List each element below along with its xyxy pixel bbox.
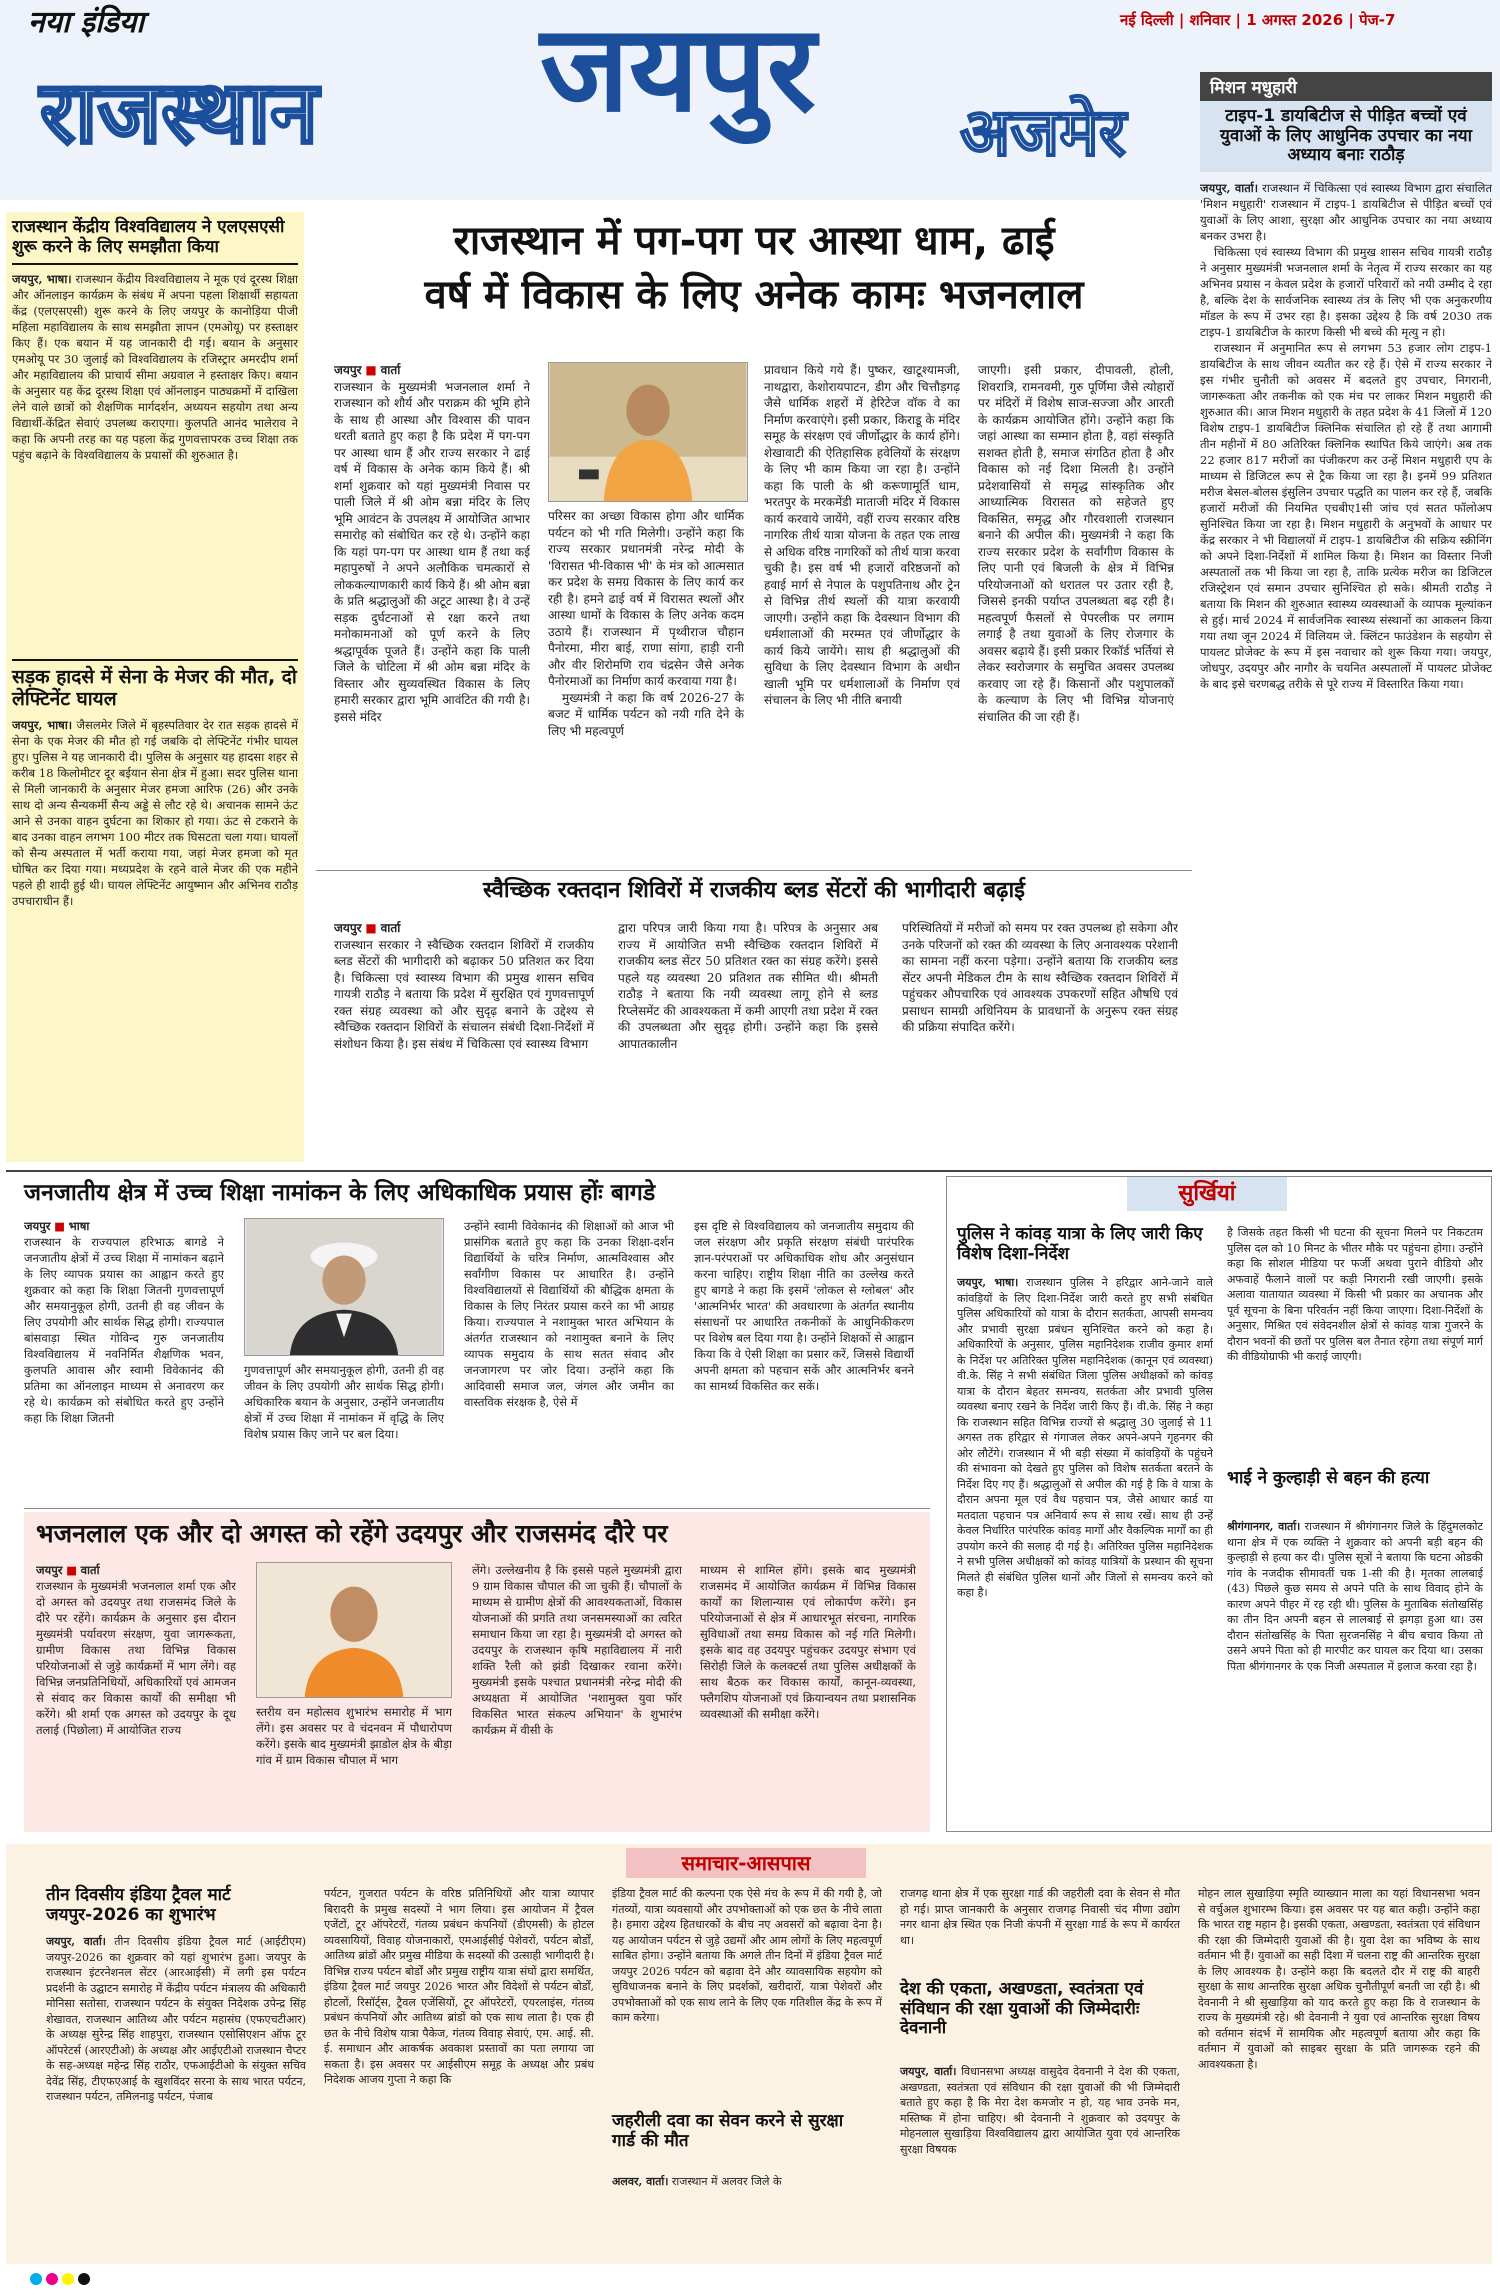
person-photo-icon [549,363,747,501]
city-sub: अजमेर [960,94,1126,171]
udaipur-col-1: जयपुर ■ वार्ता राजस्थान के मुख्यमंत्री भजनलाल शर्मा एक और दो अगस्त को उदयपुर तथा राजसमंद जिले के दौरे पर रहेंगे। कार्यक्रम के अनुसार इस दौरान मुख्यमंत्री पर्यावरण संरक्षण, युवा जागरूकता, ग्रामीण विकास तथा विभिन्न विकास परियोजनाओं से जुड़े कार्यक्रमों में भाग लेंगे। वह विभिन्न जनप्रतिनिधियों, अधिकारियों एवं आमजन से संवाद कर विकास कार्यों की समीक्षा भी करेंगे। श्री शर्मा एक अगस्त को उदयपुर के दूध तलाई (पिछोला) में आयोजित राज्य [36,1563,236,1737]
headline: देश की एकता, अखण्डता, स्वतंत्रता एवं संविधान की रक्षा युवाओं की जिम्मेदारीः देवनानी [900,1979,1144,2039]
governor-photo [244,1218,444,1356]
lead-headline: राजस्थान में पग-पग पर आस्था धाम, ढाई वर्ष में विकास के लिए अनेक कामः भजनलाल [424,218,1084,318]
blood-col-3: परिस्थितियों में मरीजों को समय पर रक्त उपलब्ध हो सकेगा और उनके परिजनों को रक्त की व्यवस्था के लिए अनावश्यक परेशानी का सामना नहीं करना पड़ेगा। उन्होंने बताया कि राजकीय ब्लड सेंटर अपनी मेडिकल टीम के साथ स्वैच्छिक रक्तदान शिविरों में पहुंचकर औपचारिक एवं आवश्यक उपकरणों सहित औषधि एवं प्रसाधन सामग्री अधिनियम के प्रावधानों के अनुरूप रक्त संग्रह की प्रक्रिया संपादित करेंगे। [902,921,1178,1034]
state-title: राजस्थान [40,63,318,163]
body: चिकित्सा एवं स्वास्थ्य विभाग की प्रमुख शासन सचिव गायत्री राठौड़ ने अनुसार मुख्यमंत्री भजनलाल शर्मा के नेतृत्व में राज्य सरकार का यह अभिनव प्रयास न केवल प्रदेश के हजारों परिवारों को नयी उम्मीद दे रहा है, बल्कि देश के सार्वजनिक स्वास्थ्य तंत्र के लिए भी एक अनुकरणीय मॉडल के रूप में उभर रहा है। इसका उद्देश्य है कि वर्ष 2030 तक टाइप-1 डायबिटीज के कारण किसी भी बच्चे की मृत्यु न हो। [1200,244,1492,339]
blood-col-1: जयपुर ■ वार्ता राजस्थान सरकार ने स्वैच्छिक रक्तदान शिविरों में राजकीय ब्लड सेंटरों की भागीदारी को बढ़ाकर 50 प्रतिशत कर दिया है। चिकित्सा एवं स्वास्थ्य विभाग की प्रमुख शासन सचिव गायत्री राठौड़ ने बताया कि प्रदेश में सुरक्षित एवं गुणवत्तापूर्ण रक्त संग्रह व्यवस्था को और सुदृढ़ बनाने के उद्देश्य से स्वैच्छिक रक्तदान शिविरों के संचालन संबंधी दिशा-निर्देशों में संशोधन किया है। इस संबंध में चिकित्सा एवं स्वास्थ्य विभाग [334,921,594,1051]
headline: भाई ने कुल्हाड़ी से बहन की हत्या [1227,1468,1430,1488]
print-color-bar [30,2270,1470,2286]
headline: भजनलाल एक और दो अगस्त को रहेंगे उदयपुर और राजसमंद दौरे पर [36,1519,668,1548]
paper-name: नया इंडिया [28,5,144,40]
lead-col-4 [978,362,1174,862]
left-column [6,212,304,1162]
surkhiyan-box: सुर्खियां पुलिस ने कांवड़ यात्रा के लिए जारी किए विशेष दिशा-निर्देश जयपुर, भाषा। राजस्थान पुलिस ने हरिद्वार आने-जाने वाले कांवड़ियों के लिए दिशा-निर्देश जारी करते हुए सभी संबंधित पुलिस अधिकारियों को यात्रा के दौरान सतर्कता, आपसी समन्वय और प्रभावी सुरक्षा प्रबंधन सुनिश्चित करने को कहा है। अधिकारियों के अनुसार, पुलिस महानिदेशक राजीव कुमार शर्मा के निर्देश पर अतिरिक्त पुलिस महानिदेशक (कानून एवं व्यवस्था) वी.के. सिंह ने सभी संबंधित जिला पुलिस अधीक्षकों को कांवड़ यात्रा के दौरान बेहतर समन्वय, सतर्कता और प्रभावी पुलिस व्यवस्था बनाए रखने के निर्देश जारी किए हैं। वी.के. सिंह ने कहा कि राजस्थान सहित विभिन्न राज्यों से श्रद्धालु 30 जुलाई से 11 अगस्त तक हरिद्वार से गंगाजल लेकर अपने-अपने गृहनगर की ओर लौटेंगे। राजस्थान में भी बड़ी संख्या में कांवड़ियों के पहुंचने की संभावना को देखते हुए पुलिस को विशेष सतर्कता बरतने के निर्देश दिए गए हैं। श्रद्धालुओं से अपील की गई है कि वे यात्रा के दौरान अपना मूल एवं वैध पहचान पत्र, जैसे आधार कार्ड या मतदाता पहचान पत्र अनिवार्य रूप से साथ रखें। साथ ही उन्हें केवल निर्धारित पारंपरिक कांवड़ मार्गों और वैकल्पिक मार्गों का ही उपयोग करने की सलाह दी गई है। अतिरिक्त पुलिस महानिदेशक ने सभी पुलिस अधीक्षकों को कांवड़ यात्रियों के प्रस्थान की सूचना मिलते ही संबंधित पुलिस थानों और जिलों से समन्वय करने को कहा है। है जिसके तहत किसी भी घटना की सूचना मिलने पर निकटतम पुलिस दल को 10 मिनट के भीतर मौके पर पहुंचना होगा। उन्होंने कहा कि सोशल मीडिया पर फर्जी अथवा पुराने वीडियो और अफवाहें फैलाने वालों पर कड़ी निगरानी रखी जाएगी। इसके अलावा यातायात व्यवस्था में किसी भी प्रकार का अचानक और पूर्व सूचना के बिना परिवर्तन नहीं किया जाएगा। दिशा-निर्देशों के अनुसार, मिश्रित एवं संवेदनशील क्षेत्रों से कांवड़ यात्रा गुजरने के दौरान भवनों की छतों पर पुलिस बल तैनात रहेगा तथा संपूर्ण मार्ग की वीडियोग्राफी भी कराई जाएगी। भाई ने कुल्हाड़ी से बहन की हत्या श्रीगंगानगर, वार्ता। राजस्थान में श्रीगंगानगर जिले के हिंदुमलकोट थाना क्षेत्र में एक व्यक्ति ने शुक्रवार को अपनी बड़ी बहन की कुल्हाड़ी से हत्या कर दी। पुलिस सूत्रों ने बताया कि घटना ओडकी गांव के नजदीक सीमावर्ती चक 1-सी की है। मृतका लालबाई (43) पिछले कुछ समय से अपने पति के साथ विवाद होने के कारण अपने पीहर में रह रही थी। पुलिस के मुताबिक संतोखसिंह का तीन दिन अपनी बहन से लालबाई से झगड़ा हुआ था। उस दौरान संतोखसिंह के पिता सुरजनसिंह ने बीच बचाव किया तो उसने अपने पिता को ही मारपीट कर घायल कर दिया था। उसका पिता श्रीगंगानगर के एक निजी अस्पताल में इलाज करवा रहा है। [946,1176,1492,1832]
udaipur-col-2: स्तरीय वन महोत्सव शुभारंभ समारोह में भाग लेंगे। इस अवसर पर वे चंदनवन में पौधारोपण करेंगे। इसके बाद मुख्यमंत्री झाडोल क्षेत्र के बीड़ा गांव में ग्राम विकास चौपाल में भाग [256,1705,452,1767]
body: राजस्थान में चिकित्सा एवं स्वास्थ्य विभाग द्वारा संचालित 'मिशन मधुहारी' राजस्थान में टाइप-1 डायबिटीज से पीड़ित बच्चों एवं युवाओं के लिए आशा, सुरक्षा और आधुनिक उपचार का नया अध्याय बनकर उभरा है। [1200,180,1492,243]
body: राजस्थान के मुख्यमंत्री भजनलाल शर्मा ने राजस्थान को शौर्य और पराक्रम की भूमि होने के साथ ही आस्था और विश्वास की पावन धरती बताते हुए कहा है कि प्रदेश में पग-पग पर आस्था धाम हैं और राज्य सरकार ने ढाई वर्ष में विकास के अनेक काम किये हैं। श्री शर्मा शुक्रवार को यहां मुख्यमंत्री निवास पर पाली जिले में श्री ओम बन्ना मंदिर के लिए भूमि आवंटन के उपलक्ष्य में आयोजित आभार समारोह को संबोधित कर रहे थे। उन्होंने कहा कि यहां पग-पग पर आस्था धाम हैं तथा कई महापुरुषों ने अपने अलौकिक चमत्कारों से लोककल्याणकारी कार्य किये हैं। श्री ओम बन्ना के प्रति श्रद्धालुओं की अटूट आस्था है। वे उन्हें सड़क दुर्घटनाओं से रक्षा करने तथा मनोकामनाओं को पूर्ण करने के लिए श्रद्धापूर्वक पूजते हैं। उन्होंने कहा कि पाली जिले के चोटिला में श्री ओम बन्ना मंदिर के विस्तार और सुव्यवस्थित विकास के लिए हमारी सरकार द्वारा भूमि आवंटित की गयी है। इससे मंदिर [334,379,530,724]
person-photo-icon [257,1563,451,1697]
udaipur-col-3: लेंगे। उल्लेखनीय है कि इससे पहले मुख्यमंत्री द्वारा 9 ग्राम विकास चौपाल की जा चुकी हैं। चौपालों के माध्यम से ग्रामीण क्षेत्रों की आवश्यकताओं, विकास योजनाओं की प्रगति तथा जनसमस्याओं का त्वरित समाधान किया जा रहा है। मुख्यमंत्री दो अगस्त को उदयपुर के राजस्थान कृषि महाविद्यालय में नारी शक्ति रैली को झंडी दिखाकर रवाना करेंगे। मुख्यमंत्री इसके पश्चात प्रधानमंत्री नरेन्द्र मोदी की अध्यक्षता में आयोजित 'नशामुक्त युवा फॉर विकसित भारत संकल्प अभियान' के शुभारंभ कार्यक्रम में वीसी के [472,1563,682,1737]
headline: सड़क हादसे में सेना के मेजर की मौत, दो लेफ्टिनेंट घायल [12,659,298,711]
section-banner: समाचार-आसपास [626,1848,866,1878]
body: परिसर का अच्छा विकास होगा और धार्मिक पर्यटन को भी गति मिलेगी। उन्होंने कहा कि राज्य सरकार प्रधानमंत्री नरेन्द्र मोदी के 'विरासत भी-विकास भी' के मंत्र को आत्मसात कर प्रदेश के समग्र विकास के लिए कार्य कर रही है। हमने ढाई वर्ष में विरासत स्थलों और आस्था धामों के विकास के लिए अनेक कदम उठाये हैं। राजस्थान में पृथ्वीराज चौहान पैनोरमा, मीरा बाई, राणा सांगा, हाड़ी रानी और वीर शिरोमणि राव चंद्रसेन जैसे अनेक पैनोरमाओं का निर्माण कार्य करवाया गया है। [548,509,744,688]
headline: राजस्थान केंद्रीय विश्वविद्यालय ने एलएसएसी शुरू करने के लिए समझौता किया [12,218,298,265]
headline: जहरीली दवा का सेवन करने से सुरक्षा गार्ड की मौत [612,2111,844,2151]
blood-headline: स्वैच्छिक रक्तदान शिविरों में राजकीय ब्लड सेंटरों की भागीदारी बढ़ाई [483,878,1025,903]
person-photo-icon [245,1219,443,1355]
dateline: जयपुर, वार्ता। [1200,180,1259,195]
lead-col-3 [764,362,960,862]
bagde-col-4: इस दृष्टि से विश्वविद्यालय को जनजातीय समुदाय की जल संरक्षण और प्रकृति संरक्षण संबंधी पारंपरिक ज्ञान-परंपराओं पर अधिकाधिक शोध और अनुसंधान करना चाहिए। राष्ट्रीय शिक्षा नीति का उल्लेख करते हुए बागडे ने कहा कि इसमें 'लोकल से ग्लोबल' और 'आत्मनिर्भर भारत' की अवधारणा के अंतर्गत स्थानीय संसाधनों पर आधारित तकनीकों के आधुनिकीकरण पर विशेष बल दिया गया है। उन्होंने शिक्षकों से आह्वान किया कि वे ऐसी शिक्षा का प्रसार करें, जिससे विद्यार्थी अपनी क्षमता को पहचान सकें और आत्मनिर्भर बनने का सामर्थ्य विकसित कर सकें। [694,1219,914,1393]
blood-col-2: द्वारा परिपत्र जारी किया गया है। परिपत्र के अनुसार अब राज्य में आयोजित सभी स्वैच्छिक रक्तदान शिविरों में राजकीय ब्लड सेंटर 50 प्रतिशत रक्त का संग्रह करेंगे। इससे पहले यह व्यवस्था 20 प्रतिशत तक सीमित थी। श्रीमती राठौड़ ने बताया कि नयी व्यवस्था लागू होने से ब्लड रिप्लेसमेंट की आवश्यकता में कमी आएगी तथा प्रदेश में रक्त की उपलब्धता और सुदृढ़ होगी। उन्होंने कहा कि इससे आपातकालीन [618,921,878,1051]
page-number: पेज-7 [1359,11,1396,29]
city-main: जयपुर [540,0,816,139]
agency: वार्ता [380,363,401,377]
place: नई दिल्ली [1120,11,1174,29]
date: 1 अगस्त 2026 [1246,11,1344,29]
lead-col-2 [548,508,744,862]
udaipur-col-4: माध्यम से शामिल होंगे। इसके बाद मुख्यमंत्री राजसमंद में आयोजित कार्यक्रम में विभिन्न विकास कार्यों का शिलान्यास एवं लोकार्पण करेंगे। इन परियोजनाओं से क्षेत्र में आधारभूत संरचना, नागरिक सुविधाओं तथा समग्र विकास को नई गति मिलेगी। इसके बाद वह उदयपुर पहुंचकर उदयपुर संभाग एवं सिरोही जिले के कलक्टर्स तथा पुलिस अधीक्षकों के साथ बैठक कर विकास कार्यों, कानून-व्यवस्था, फ्लैगशिप योजनाओं एवं क्रियान्वयन तथा प्रशासनिक व्यवस्थाओं की समीक्षा करेंगे। [700,1563,916,1721]
bagde-col-3: उन्होंने स्वामी विवेकानंद की शिक्षाओं को आज भी प्रासंगिक बताते हुए कहा कि उनका शिक्षा-दर्शन विद्यार्थियों के चरित्र निर्माण, आत्मविश्वास और सर्वांगीण विकास पर आधारित है। उन्होंने विश्वविद्यालयों से विद्यार्थियों की बौद्धिक क्षमता के विकास के लिए निरंतर प्रयास करने का भी आग्रह किया। राज्यपाल ने नशामुक्त भारत अभियान के अंतर्गत राजस्थान को नशामुक्त बनाने के लिए व्यापक समुदाय के साथ सतत संवाद और जनजागरण पर जोर दिया। उन्होंने कहा कि आदिवासी समाज जल, जंगल और जमीन का वास्तविक संरक्षक है, ऐसे में [464,1219,674,1409]
dateline: जयपुर [334,363,362,377]
body: राजस्थान केंद्रीय विश्वविद्यालय ने मूक एवं दूरस्थ शिक्षा और ऑनलाइन कार्यक्रम के संबंध में अपना पहला शिक्षार्थी सहायता केंद्र (एलएसएसी) शुरू करने के लिए जयपुर के कानोड़िया पीजी महिला महाविद्यालय के साथ समझौता ज्ञापन (एमओयू) पर हस्ताक्षर किए हैं। एक बयान में यह जानकारी दी गई। बयान के अनुसार एमओयू पर 30 जुलाई को विश्वविद्यालय के रजिस्ट्रार अमरदीप शर्मा और महाविद्यालय की प्राचार्य सीमा अग्रवाल ने हस्ताक्षर किए। बयान के अनुसार यह केंद्र दूरस्थ शिक्षा एवं ऑनलाइन पाठ्यक्रमों में दाखिला लेने वाले छात्रों को शैक्षणिक मार्गदर्शन, अध्ययन सहयोग तथा अन्य विद्यार्थी-केंद्रित सेवाएं उपलब्ध कराएगा। कुलपति आनंद भालेराव ने कहा कि अपनी तरह का यह पहला केंद्र गुणवत्तापरक उच्च शिक्षा तक पहुंच बढ़ाने के विश्वविद्यालय के प्रयासों की शुरुआत है। [12,272,298,463]
dateline: जयपुर, भाषा। [12,717,73,732]
body: जाएगी। इसी प्रकार, दीपावली, होली, शिवरात्रि, रामनवमी, गुरु पूर्णिमा जैसे त्योहारों पर मंदिरों में विशेष साज-सज्जा और आरती के कार्यक्रम आयोजित होंगे। उन्होंने कहा कि जहां आस्था का सम्मान होता है, वहां संस्कृति सशक्त होती है, समाज संगठित होता है और विकास को नई दिशा मिलती है। उन्होंने प्रदेशवासियों से समृद्ध सांस्कृतिक और आध्यात्मिक विरासत को सहेजते हुए विकसित, समृद्ध और गौरवशाली राजस्थान बनाने की अपील की। मुख्यमंत्री ने कहा कि राज्य सरकार प्रदेश के सर्वांगीण विकास के लिए पानी एवं बिजली के क्षेत्र में विभिन्न परियोजनाओं को धरातल पर उतार रही है, जिससे इनकी पर्याप्त उपलब्धता बढ़ रही है। महत्वपूर्ण फैसलों से पेपरलीक पर लगाम लगाई है तथा युवाओं के लिए रोजगार के अवसर बढ़ाये हैं। इसी प्रकार रिकॉर्ड भर्तियां से लेकर स्वरोजगार के समुचित अवसर उपलब्ध करवाए जा रहे हैं। किसानों और पशुपालकों के कल्याण के लिए भी विभिन्न योजनाएं संचालित की जा रही हैं। [978,363,1174,724]
body: मुख्यमंत्री ने कहा कि वर्ष 2026-27 के बजट में धार्मिक पर्यटन को नयी गति देने के लिए भी महत्वपूर्ण [548,690,744,738]
dateline-bar: नई दिल्ली | शनिवार | 1 अगस्त 2026 | पेज-7 [1120,11,1396,29]
bagde-col-1: जयपुर ■ भाषा राजस्थान के राज्यपाल हरिभाऊ बागडे ने जनजातीय क्षेत्रों में उच्च शिक्षा में नामांकन बढ़ाने के लिए व्यापक प्रयास का आह्वान करते हुए शुक्रवार को कहा कि शिक्षा जितनी गुणवत्तापूर्ण और समयानुकूल होगी, उतनी ही वह जीवन के लिए उपयोगी और सार्थक सिद्ध होगी। राज्यपाल बांसवाड़ा स्थित गोविन्द गुरु जनजातीय विश्वविद्यालय में नवनिर्मित शैक्षणिक भवन, कुलपति आवास और स्वामी विवेकानंद की प्रतिमा का ऑनलाइन माध्यम से अनावरण कर रहे थे। कार्यक्रम को संबोधित करते हुए उन्होंने कहा कि शिक्षा जितनी [24,1219,224,1425]
cm-photo-2 [256,1562,452,1698]
cm-photo [548,362,748,502]
body: प्रावधान किये गये हैं। पुष्कर, खाटूश्यामजी, नाथद्वारा, केशोरायपाटन, डीग और चित्तौड़गढ़ जैसे धार्मिक शहरों में हेरिटेज वॉक वे का निर्माण करवाएंगे। इसी प्रकार, किराडू के मंदिर समूह के संरक्षण एवं जीर्णोद्धार के कार्य होंगे। शेखावाटी की ऐतिहासिक हवेलियों के संरक्षण के लिए भी काम किया जा रहा है। उन्होंने कहा कि पाली के श्री करूणामूर्ति धाम, भरतपुर के मरकमेंडी माताजी मंदिर में विकास कार्य करवाये जायेंगे, वहीं राज्य सरकार वरिष्ठ नागरिक तीर्थ यात्रा योजना के तहत एक लाख से अधिक वरिष्ठ नागरिकों को तीर्थ यात्रा करवा चुकी है। इस वर्ष भी हजारों वरिष्ठजनों को हवाई मार्ग से नेपाल के पशुपतिनाथ और ट्रेन से विभिन्न तीर्थ स्थलों की यात्रा करवायी जाएगी। उन्होंने कहा कि देवस्थान विभाग की धर्मशालाओं की मरम्मत एवं जीर्णोद्धार के कार्य किये जायेंगे। साथ ही श्रद्धालुओं की सुविधा के लिए देवस्थान विभाग के अधीन खाली भूमि पर धर्मशालाओं के निर्माण एवं संचालन के लिए भी नीति बनायी [764,363,960,707]
right-top-story [1200,72,1492,1162]
day: शनिवार [1189,11,1231,29]
bottom-section: समाचार-आसपास तीन दिवसीय इंडिया ट्रैवल मार्ट जयपुर-2026 का शुभारंभ जयपुर, वार्ता। तीन दिवसीय इंडिया ट्रैवल मार्ट (आईटीएम) जयपुर-2026 का शुक्रवार को यहां शुभारंभ हुआ। जयपुर के राजस्थान इंटरनेशनल सेंटर (आरआईसी) में लगी इस पर्यटन प्रदर्शनी के उद्घाटन समारोह में केंद्रीय पर्यटन मंत्रालय की अधिकारी मोनिसा सतोसा, राजस्थान पर्यटन के संयुक्त निदेशक उपेन्द्र सिंह शेखावत, राजस्थान आतिथ्य और पर्यटन महासंघ (एफएचटीआर) के अध्यक्ष सुरेन्द्र सिंह शाहपुरा, राजस्थान एसोसिएशन ऑफ टूर ऑपरेटर्स (आरएटीओ) के अध्यक्ष और आईएटीओ राजस्थान चैप्टर के सह-अध्यक्ष महेन्द्र सिंह राठौर, एफआईटीओ के संयुक्त सचिव देवेंद्र सिंह, टीएफएआई के खुशविंदर सरना के साथ भारत पर्यटन, राजस्थान पर्यटन, तमिलनाडु पर्यटन, पंजाब पर्यटन, गुजरात पर्यटन के वरिष्ठ प्रतिनिधियों और यात्रा व्यापार बिरादरी के प्रमुख सदस्यों ने भाग लिया। इस आयोजन में ट्रैवल एजेंटों, टूर ऑपरेटरों, गंतव्य प्रबंधन कंपनियों (डीएमसी) के होटल व्यवसायियों, विवाह योजनाकारों, एमआईसीई पेशेवरों, पर्यटन बोर्डों, आतिथ्य ब्रांडों और प्रमुख मीडिया के सदस्यों की उत्साही भागीदारी है। विभिन्न राज्य पर्यटन बोर्डों और प्रमुख राष्ट्रीय यात्रा संघों द्वारा समर्थित, इंडिया ट्रैवल मार्ट जयपुर 2026 भारत और विदेशों से पर्यटन बोर्डों, होटलों, रिसॉर्ट्स, ट्रैवल एजेंसियों, टूर ऑपरेटरों, एयरलाइंस, गंतव्य प्रबंधन कंपनियों और आतिथ्य ब्रांडों को एक साथ लाता है। एक ही छत के नीचे विशेष यात्रा पैकेज, गंतव्य विवाह सेवाएं, एम. आई. सी. ई. समाधान और आकर्षक अवकाश प्रस्तावों का पता लगाया जा सकता है। इस अवसर पर आईसीएम समूह के अध्यक्ष और प्रबंध निदेशक आजय गुप्ता ने कहा कि इंडिया ट्रैवल मार्ट की कल्पना एक ऐसे मंच के रूप में की गयी है, जो गंतव्यों, यात्रा व्यवसायों और उपभोक्ताओं को एक छत के नीचे लाता है। हमारा उद्देश्य हितधारकों के बीच नए अवसरों को बढ़ावा देना है। यह आयोजन पर्यटन से जुड़े उद्यमों और आम लोगों के लिए महत्वपूर्ण साबित होगा। उन्होंने बताया कि अगले तीन दिनों में इंडिया ट्रैवल मार्ट जयपुर 2026 पर्यटन को बढ़ावा देने और व्यावसायिक सहयोग को सुविधाजनक बनाने के लिए प्रदर्शकों, खरीदारों, यात्रा पेशेवरों और उपभोक्ताओं को एक साथ लाने के लिए एक गतिशील केंद्र के रूप में काम करेगा। जहरीली दवा का सेवन करने से सुरक्षा गार्ड की मौत अलवर, वार्ता। राजस्थान में अलवर जिले के राजगढ़ थाना क्षेत्र में एक सुरक्षा गार्ड की जहरीली दवा के सेवन से मौत हो गई। प्राप्त जानकारी के अनुसार राजगढ़ निवासी चंद मीणा उद्योग नगर थाना क्षेत्र स्थित एक निजी कंपनी में सुरक्षा गार्ड के रूप में कार्यरत था। देश की एकता, अखण्डता, स्वतंत्रता एवं संविधान की रक्षा युवाओं की जिम्मेदारीः देवनानी जयपुर, वार्ता। विधानसभा अध्यक्ष वासुदेव देवनानी ने देश की एकता, अखण्डता, स्वतंत्रता एवं संविधान की रक्षा युवाओं की भी जिम्मेदारी बताते हुए कहा है कि मेरा देश कमजोर न हो, यह भाव उनके मन, मस्तिष्क में होना चाहिए। श्री देवनानी ने शुक्रवार को उदयपुर के मोहनलाल सुखाड़िया विश्वविद्यालय द्वारा आयोजित युवा एवं आन्तरिक सुरक्षा विषयक मोहन लाल सुखाड़िया स्मृति व्याख्यान माला का यहां विधानसभा भवन से वर्चुअल शुभारम्भ किया। इस अवसर पर यह बात कही। उन्होंने कहा कि भारत राष्ट्र महान है। इसकी एकता, अखण्डता, स्वतंत्रता एवं संविधान की रक्षा की जिम्मेदारी युवाओं की है। युवा देश का भविष्य के साथ वर्तमान भी हैं। युवाओं का सही दिशा में चलना राष्ट्र की आन्तरिक सुरक्षा के लिए आवश्यक है। उन्होंने कहा कि बदलते दौर में राष्ट्र की बाहरी सुरक्षा के साथ आन्तरिक सुरक्षा अधिक चुनौतीपूर्ण बनती जा रही है। श्री देवनानी ने श्री सुखाड़िया को याद करते हुए कहा कि वे राजस्थान के राज्य के मुख्यमंत्री रहे। श्री देवनानी ने युवा एवं आन्तरिक सुरक्षा विषय को वर्तमान संदर्भ में सामयिक और महत्वपूर्ण बताया और कहा कि वर्तमान में युवाओं को साइबर सुरक्षा के प्रति जागरूक रहने की आवश्यकता है। [6,1844,1492,2264]
headline: पुलिस ने कांवड़ यात्रा के लिए जारी किए विशेष दिशा-निर्देश [957,1224,1203,1264]
section-label: सुर्खियां [1127,1177,1287,1211]
headline: टाइप-1 डायबिटीज से पीड़ित बच्चों एवं युवाओं के लिए आधुनिक उपचार का नया अध्याय बनाः राठौड़ [1200,101,1492,172]
udaipur-story [24,1512,930,1832]
bagde-col-2: गुणवत्तापूर्ण और समयानुकूल होगी, उतनी ही वह जीवन के लिए उपयोगी और सार्थक सिद्ध होगी। अधिकारिक बयान के अनुसार, उन्होंने जनजातीय क्षेत्रों में उच्च शिक्षा में नामांकन में वृद्धि के लिए विशेष प्रयास किए जाने पर बल दिया। [244,1363,444,1441]
body: जैसलमेर जिले में बृहस्पतिवार देर रात सड़क हादसे में सेना के एक मेजर की मौत हो गई जबकि दो लेफ्टिनेंट गंभीर घायल हुए। पुलिस ने यह जानकारी दी। पुलिस के अनुसार यह हादसा शहर से करीब 18 किलोमीटर दूर बईयान सेना क्षेत्र में हुआ। सदर पुलिस थाना से मिली जानकारी के अनुसार मेजर हमजा आरिफ (26) और उनके साथ दो अन्य सैन्यकर्मी सैन्य अड्डे से लौट रहे थे। अचानक सामने ऊंट आने से उनका वाहन दुर्घटना का शिकार हो गया। ऊंट से टकराने के बाद उनका वाहन लगभग 100 मीटर तक घिसटता चला गया। घायलों को सैन्य अस्पताल में भर्ती कराया गया, जहां मेजर हमजा को मृत घोषित कर दिया गया। मध्यप्रदेश के रहने वाले मेजर की एक महीने पहले ही शादी हुई थी। घायल लेफ्टिनेंट आयुष्मान और अभिनव राठौड़ उपचाराधीन हैं। [12,717,298,908]
body: राजस्थान में अनुमानित रूप से लगभग 53 हजार लोग टाइप-1 डायबिटीज के साथ जीवन व्यतीत कर रहे हैं। ऐसे में राज्य सरकार ने इस गंभीर चुनौती को अवसर में बदलते हुए उपचार, निगरानी, जागरूकता और तकनीक को एक मंच पर लाकर मिशन मधुहारी की शुरुआत की। आज मिशन मधुहारी के तहत प्रदेश के 41 जिलों में 120 विशेष टाइप-1 डायबिटीज क्लिनिक संचालित हो रहे हैं तथा आगामी तीन महीनों में 80 अतिरिक्त क्लिनिक स्थापित किये जाएंगे। अब तक 22 हजार 817 मरीजों का पंजीकरण कर उन्हें मिशन मधुहारी एप के माध्यम से डिजिटल रूप से ट्रैक किया जा रहा है। इनमें 99 प्रतिशत मरीज बेसल-बोलस इंसुलिन उपचार पद्धति का पालन कर रहे हैं, जबकि हजारों मरीजों की नियमित एचबीए1सी जांच एवं सतत फॉलोअप सुनिश्चित किया जा रहा है। मिशन मधुहारी के अनुभवों के आधार पर केंद्र सरकार ने भी विद्यालयों में टाइप-1 डायबिटीज की सक्रिय स्क्रीनिंग को अपने दिशा-निर्देशों में शामिल किया है। मिशन का विस्तार निजी अस्पतालों तक भी किया जा रहा है, ताकि प्रत्येक मरीज का डिजिटल रजिस्ट्रेशन एवं समान उपचार सुनिश्चित हो सके। श्रीमती राठौड़ ने बताया कि मिशन की शुरुआत स्वास्थ्य व्यवस्थाओं के व्यापक मूल्यांकन से हुई। मार्च 2024 में सार्वजनिक स्वास्थ्य संस्थानों का आकलन किया गया तथा जून 2024 में विलियम जे. क्लिंटन फाउंडेशन के सहयोग से पायलट प्रोजेक्ट के रूप में इस नवाचार को शुरू किया गया। जयपुर, जोधपुर, उदयपुर और नागौर के चयनित अस्पतालों में पायलट प्रोजेक्ट के बाद इसे चरणबद्ध तरीके से पूरे राज्य में विस्तारित किया गया। [1200,340,1492,691]
headline: तीन दिवसीय इंडिया ट्रैवल मार्ट जयपुर-2026 का शुभारंभ [46,1885,231,1925]
dateline: जयपुर, भाषा। [12,272,72,287]
bagde-headline: जनजातीय क्षेत्र में उच्च शिक्षा नामांकन के लिए अधिकाधिक प्रयास होंः बागडे [24,1180,656,1206]
lead-col-1: जयपुर ■ वार्ता राजस्थान के मुख्यमंत्री भजनलाल शर्मा ने राजस्थान को शौर्य और पराक्रम की भूमि होने के साथ ही आस्था और विश्वास की पावन धरती बताते हुए कहा है कि प्रदेश में पग-पग पर आस्था धाम हैं और राज्य सरकार ने ढाई वर्ष में विकास के अनेक काम किये हैं। श्री शर्मा शुक्रवार को यहां मुख्यमंत्री निवास पर पाली जिले में श्री ओम बन्ना मंदिर के लिए भूमि आवंटन के उपलक्ष्य में आयोजित आभार समारोह को संबोधित कर रहे थे। उन्होंने कहा कि यहां पग-पग पर आस्था धाम हैं तथा कई महापुरुषों ने अपने अलौकिक चमत्कारों से लोककल्याणकारी कार्य किये हैं। श्री ओम बन्ना के प्रति श्रद्धालुओं की अटूट आस्था है। वे उन्हें सड़क दुर्घटनाओं से रक्षा करने तथा मनोकामनाओं को पूर्ण करने के लिए श्रद्धापूर्वक पूजते हैं। उन्होंने कहा कि पाली जिले के चोटिला में श्री ओम बन्ना मंदिर के विस्तार और सुव्यवस्थित विकास के लिए हमारी सरकार द्वारा भूमि आवंटित की गयी है। इससे मंदिर [334,363,530,724]
kicker: मिशन मधुहारी [1200,72,1492,101]
